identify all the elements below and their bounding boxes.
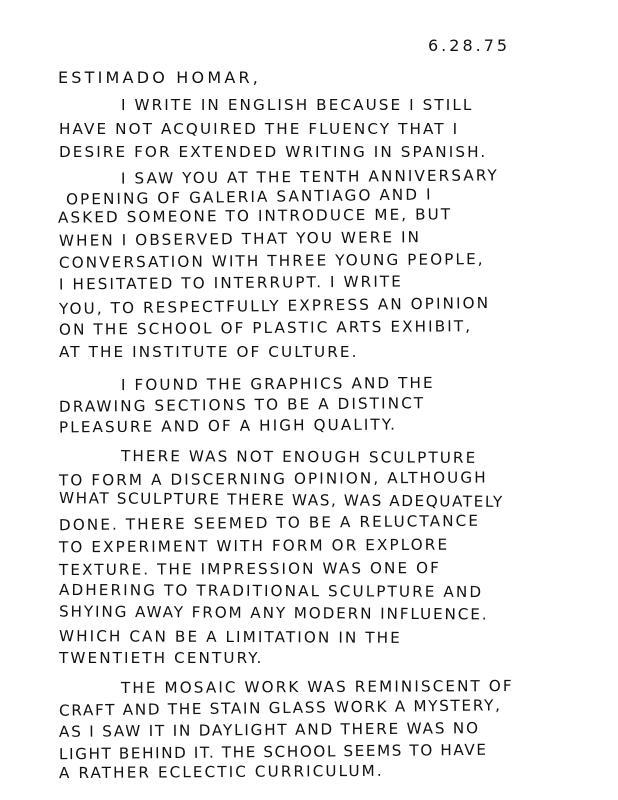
letter-line: TWENTIETH CENTURY. — [59, 649, 264, 667]
letter-date: 6.28.75 — [428, 36, 511, 55]
letter-line: A RATHER ECLECTIC CURRICULUM. — [58, 761, 384, 783]
letter-line: AT THE INSTITUTE OF CULTURE. — [59, 343, 359, 361]
letter-line: DRAWING SECTIONS TO BE A DISTINCT — [58, 394, 426, 416]
letter-line: CONVERSATION WITH THREE YOUNG PEOPLE, — [58, 250, 485, 272]
letter-line: PLEASURE AND OF A HIGH QUALITY. — [58, 415, 398, 437]
letter-line: ADHERING TO TRADITIONAL SCULPTURE AND — [58, 580, 484, 602]
letter-line: WHICH CAN BE A LIMITATION IN THE — [58, 627, 402, 647]
letter-line: WHEN I OBSERVED THAT YOU WERE IN — [58, 228, 422, 250]
letter-line: SHYING AWAY FROM ANY MODERN INFLUENCE. — [58, 602, 489, 624]
letter-line: OPENING OF GALERIA SANTIAGO AND I — [65, 185, 433, 209]
letter-line: LIGHT BEHIND IT. THE SCHOOL SEEMS TO HAVE — [58, 740, 488, 764]
letter-line: I SAW YOU AT THE TENTH ANNIVERSARY — [120, 166, 499, 188]
letter-line: TEXTURE. THE IMPRESSION WAS ONE OF — [58, 559, 442, 579]
letter-line: TO FORM A DISCERNING OPINION, ALTHOUGH — [58, 468, 488, 490]
letter-line: I FOUND THE GRAPHICS AND THE — [120, 373, 435, 395]
letter-line: AS I SAW IT IN DAYLIGHT AND THERE WAS NO — [58, 719, 480, 741]
letter-line: THE MOSAIC WORK WAS REMINISCENT OF — [120, 676, 514, 698]
letter-line: THERE WAS NOT ENOUGH SCULPTURE — [120, 447, 478, 467]
letter-line: WHAT SCULPTURE THERE WAS, WAS ADEQUATELY — [58, 489, 504, 511]
letter-salutation: ESTIMADO HOMAR, — [58, 68, 262, 87]
letter-line: YOU, TO RESPECTFULLY EXPRESS AN OPINION — [58, 293, 491, 319]
letter-line: ASKED SOMEONE TO INTRODUCE ME, BUT — [57, 205, 453, 227]
letter-line: ON THE SCHOOL OF PLASTIC ARTS EXHIBIT, — [58, 317, 473, 339]
letter-line: CRAFT AND THE STAIN GLASS WORK A MYSTERY, — [58, 696, 502, 720]
letter-line: I HESITATED TO INTERRUPT. I WRITE — [58, 272, 404, 294]
letter-line: DESIRE FOR EXTENDED WRITING IN SPANISH. — [59, 143, 488, 161]
letter-line: I WRITE IN ENGLISH BECAUSE I STILL — [121, 96, 474, 114]
letter-line: HAVE NOT ACQUIRED THE FLUENCY THAT I — [59, 120, 460, 138]
letter-line: DONE. THERE SEEMED TO BE A RELUCTANCE — [58, 511, 481, 535]
letter-line: TO EXPERIMENT WITH FORM OR EXPLORE — [58, 535, 450, 557]
